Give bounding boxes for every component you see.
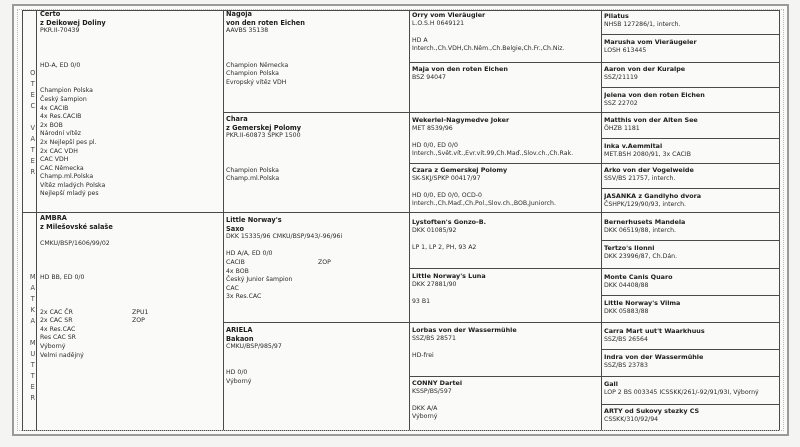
gen3-lorbas bbox=[412, 326, 598, 374]
gen4-divider-1 bbox=[601, 34, 779, 35]
gen4-ancestor bbox=[604, 327, 777, 348]
dam-health: HD BB, ED 0/0 bbox=[40, 274, 85, 282]
gen3-luna bbox=[412, 272, 598, 320]
dam-title: 4x Res.CAC bbox=[40, 325, 76, 333]
ancestor-registration: SSZ/21119 bbox=[604, 73, 638, 81]
maja-name: Maja von den roten Eichen bbox=[412, 65, 508, 73]
lorbas-name: Lorbas von der Wassermühle bbox=[412, 326, 517, 334]
dam-title-right: ZOP bbox=[132, 317, 145, 325]
ancestor-registration: NHSB 127286/1, interch. bbox=[604, 20, 681, 28]
gen4-divider-3 bbox=[601, 87, 779, 88]
gen4-ancestor bbox=[604, 65, 777, 86]
ariela-registration: CMKU/BSP/985/97 bbox=[226, 343, 282, 351]
dam-title: Velmi nadějný bbox=[40, 351, 84, 359]
gen4-ancestor bbox=[604, 38, 777, 59]
norway-name-line1: Little Norway's bbox=[226, 216, 282, 224]
gen3-orry bbox=[412, 11, 598, 61]
gen4-ancestor bbox=[604, 166, 777, 187]
gen2-divider-2 bbox=[223, 322, 779, 323]
norway-registration: DKK 15335/96 CMKU/BSP/943/-96/96i bbox=[226, 233, 343, 241]
ancestor-name: Marusha vom Vieräugeler bbox=[604, 38, 697, 46]
nagoja-title: Champion Polska bbox=[226, 70, 279, 78]
gen4-ancestor bbox=[604, 299, 777, 320]
gen4-ancestor bbox=[604, 12, 777, 33]
czara-name: Czara z Gemerskej Polomy bbox=[412, 166, 508, 174]
gen4-ancestor bbox=[604, 244, 777, 265]
dam-title-row bbox=[40, 317, 220, 326]
conny-name: CONNY Dartei bbox=[412, 379, 463, 387]
ancestor-name: JASANKA z Gandlyho dvora bbox=[604, 192, 702, 200]
sire-title: Nejlepší mladý pes bbox=[40, 190, 99, 198]
luna-health: 93 B1 bbox=[412, 297, 431, 305]
conny-health: DKK A/A bbox=[412, 404, 438, 412]
sire-health: HD-A, ED 0/0 bbox=[40, 61, 81, 69]
sire-title: Český šampion bbox=[40, 95, 87, 103]
czara-registration: SK-SKJ/SPKP 00417/97 bbox=[412, 174, 481, 182]
gen3-divider-3 bbox=[409, 268, 779, 269]
dam-cell bbox=[40, 214, 220, 428]
ancestor-name: Monte Canis Quaro bbox=[604, 273, 673, 281]
gen2-chara bbox=[226, 115, 406, 211]
gen3-divider-4 bbox=[409, 376, 779, 377]
chara-title: Champion Polska bbox=[226, 166, 279, 174]
ancestor-registration: DKK 04408/88 bbox=[604, 281, 649, 289]
gen3-rule bbox=[409, 10, 410, 430]
ancestor-name: Matthis von der Alten See bbox=[604, 116, 698, 124]
ancestor-registration: ČSHPK/129/90/93, interch. bbox=[604, 200, 687, 208]
dam-title: 2x CAC SR bbox=[40, 317, 73, 325]
gen2-nagoja bbox=[226, 10, 406, 110]
gen4-ancestor bbox=[604, 142, 777, 163]
sire-registration: PKR.II-70439 bbox=[40, 27, 80, 35]
gen4-ancestor bbox=[604, 407, 777, 429]
sire-title: Vítěz mladých Polska bbox=[40, 181, 106, 189]
ancestor-name: Indra von der Wassermühle bbox=[604, 353, 704, 361]
gen3-czara bbox=[412, 166, 598, 212]
sire-title: 2x BOB bbox=[40, 121, 63, 129]
norway-title: CAC bbox=[226, 284, 239, 292]
wekerlei-titles: Interch.,Svět.vít.,Evr.vít.99,Ch.Maď.,Slov.ch.,Ch.Rak. bbox=[412, 150, 574, 158]
ancestor-registration: SSV/BS 21757, interch. bbox=[604, 174, 676, 182]
ancestor-name: Pilatus bbox=[604, 12, 629, 20]
nagoja-name-line2: von den roten Eichen bbox=[226, 18, 305, 27]
gen3-lystoften bbox=[412, 218, 598, 266]
gen4-divider-11 bbox=[601, 295, 779, 296]
ancestor-name: ARTY od Sukovy stezky CS bbox=[604, 407, 700, 415]
chara-registration: PKR.II-60873 SPKP 1500 bbox=[226, 132, 301, 140]
gen4-ancestor bbox=[604, 218, 777, 239]
ancestor-name: Gall bbox=[604, 380, 618, 388]
dam-title: Res CAC SR bbox=[40, 334, 76, 342]
gen3-divider-2 bbox=[409, 163, 779, 164]
ancestor-registration: SSZ/BS 23783 bbox=[604, 361, 648, 369]
right-rule bbox=[779, 10, 780, 430]
gen4-ancestor bbox=[604, 116, 777, 137]
sire-title: 4x Res.CACIB bbox=[40, 113, 82, 121]
ancestor-registration: SSZ 22702 bbox=[604, 99, 638, 107]
dam-title-right: ZPU1 bbox=[132, 308, 149, 316]
mother-side-label: M A T K A M U T T E R bbox=[29, 273, 37, 402]
nagoja-title: Evropský vítěz VDH bbox=[226, 78, 287, 86]
sire-title: CAC Německa bbox=[40, 164, 84, 172]
orry-registration: L.O.S.H 0649121 bbox=[412, 19, 465, 27]
ancestor-name: Inka v.Aemmital bbox=[604, 142, 663, 150]
norway-title-row bbox=[226, 259, 406, 268]
gen4-ancestor bbox=[604, 192, 777, 211]
dam-title: 2x CAC ČR bbox=[40, 308, 73, 316]
norway-title: Český Junior šampion bbox=[226, 276, 293, 284]
ancestor-name: Jelena von den roten Eichen bbox=[604, 91, 705, 99]
gen3-wekerlei bbox=[412, 116, 598, 162]
wekerlei-name: Wekerlei-Nagymedve Joker bbox=[412, 116, 510, 124]
luna-registration: DKK 27881/90 bbox=[412, 280, 457, 288]
dam-title-row bbox=[40, 309, 220, 318]
dam-title: Výborný bbox=[40, 342, 66, 350]
lystoften-registration: DKK 01085/92 bbox=[412, 226, 457, 234]
chara-title: Champ.ml.Polska bbox=[226, 175, 280, 183]
ariela-note: Výborný bbox=[226, 377, 252, 385]
orry-titles: Interch.,Ch.VDH,Ch.Něm.,Ch.Belgie,Ch.Fr.,Ch.Niz. bbox=[412, 45, 565, 53]
ancestor-name: Bernerhusets Mandela bbox=[604, 218, 686, 226]
sire-title: Champ.ml.Polska bbox=[40, 173, 94, 181]
gen4-divider-15 bbox=[601, 404, 779, 405]
gen4-divider-9 bbox=[601, 240, 779, 241]
father-side-label: O T E C V A T E R bbox=[30, 69, 36, 176]
wekerlei-registration: MET 8539/96 bbox=[412, 124, 453, 132]
sire-title: 2x CAC VDH bbox=[40, 147, 78, 155]
gen4-ancestor bbox=[604, 273, 777, 294]
sire-name-line1: Certo bbox=[40, 10, 61, 18]
nagoja-name-line1: Nagoja bbox=[226, 10, 252, 18]
ancestor-registration: LOSH 613445 bbox=[604, 46, 647, 54]
lorbas-health: HD-frei bbox=[412, 351, 434, 359]
sire-title: 4x CACIB bbox=[40, 104, 69, 112]
sire-title: Národní vítěz bbox=[40, 130, 82, 138]
gen4-rule bbox=[601, 10, 602, 430]
sire-title: CAC VDH bbox=[40, 156, 69, 164]
norway-title: 3x Res.CAC bbox=[226, 293, 262, 301]
gen3-maja bbox=[412, 65, 598, 111]
ancestor-name: Little Norway's Vilma bbox=[604, 299, 681, 307]
nagoja-registration: AAVBS 35138 bbox=[226, 27, 269, 35]
dam-registration: CMKU/BSP/1606/99/02 bbox=[40, 239, 110, 247]
norway-health: HD A/A, ED 0/0 bbox=[226, 250, 273, 258]
gen2-divider-1 bbox=[223, 112, 779, 113]
czara-health: HD 0/0, ED 0/0, OCD-0 bbox=[412, 191, 482, 199]
conny-note: Výborný bbox=[412, 413, 438, 421]
ancestor-registration: ÖHZB 1181 bbox=[604, 124, 640, 132]
norway-title: 4x BOB bbox=[226, 267, 249, 275]
ancestor-name: Carra Mart uut't Waarkhuus bbox=[604, 327, 705, 335]
ariela-name-line1: ARIELA bbox=[226, 326, 253, 334]
ancestor-registration: MET.BSH 2080/91, 3x CACIB bbox=[604, 150, 691, 158]
ancestor-registration: CSSKK/310/92/94 bbox=[604, 415, 659, 423]
gen4-divider-5 bbox=[601, 138, 779, 139]
norway-name-line2: Saxo bbox=[226, 224, 244, 233]
gen2-rule bbox=[223, 10, 224, 430]
left-rule bbox=[22, 10, 23, 430]
gen4-ancestor bbox=[604, 91, 777, 112]
nagoja-title: Champion Německa bbox=[226, 61, 289, 69]
ancestor-registration: LOP 2 BS 003345 ICSSKK/261/-92/91/93I, Výborný bbox=[604, 388, 759, 396]
gen4-ancestor bbox=[604, 353, 777, 374]
gen2-norway-saxo bbox=[226, 216, 406, 320]
bottom-rule bbox=[22, 430, 779, 431]
norway-title: CACIB bbox=[226, 258, 245, 266]
norway-zop: ZOP bbox=[318, 258, 331, 266]
maja-registration: BSZ 94047 bbox=[412, 73, 446, 81]
gen3-conny bbox=[412, 379, 598, 429]
ariela-health: HD 0/0 bbox=[226, 368, 248, 376]
dam-name-line1: AMBRA bbox=[40, 214, 67, 222]
lorbas-registration: SSZ/BS 28571 bbox=[412, 334, 456, 342]
lystoften-health: LP 1, LP 2, PH, 93 A2 bbox=[412, 243, 477, 251]
gen4-ancestor bbox=[604, 380, 777, 402]
ancestor-name: Tertzo's Ilonni bbox=[604, 244, 655, 252]
pedigree-sheet bbox=[12, 4, 789, 436]
ancestor-registration: DKK 23996/87, Ch.Dán. bbox=[604, 252, 678, 260]
sire-cell bbox=[40, 10, 220, 210]
gen4-divider-7 bbox=[601, 188, 779, 189]
ancestor-registration: DKK 06519/88, interch. bbox=[604, 226, 676, 234]
ancestor-name: Aaron von der Kuralpe bbox=[604, 65, 686, 73]
chara-name-line1: Chara bbox=[226, 115, 248, 123]
chara-name-line2: z Gemerskej Polomy bbox=[226, 123, 302, 132]
parents-divider bbox=[22, 212, 779, 213]
ariela-name-line2: Bakaon bbox=[226, 334, 254, 343]
czara-titles: Interch.,Ch.Maď.,Ch.Pol.,Slov.ch.,BOB,Juniorch. bbox=[412, 200, 556, 208]
dam-name-line2: z Milešovské salaše bbox=[40, 222, 113, 231]
gen2-ariela bbox=[226, 326, 406, 426]
orry-health: HD A bbox=[412, 36, 428, 44]
ancestor-registration: DKK 05883/88 bbox=[604, 307, 649, 315]
lystoften-name: Lystoften's Gonzo-B. bbox=[412, 218, 487, 226]
ancestor-registration: SSZ/BS 26564 bbox=[604, 335, 648, 343]
gen3-divider-1 bbox=[409, 62, 779, 63]
sire-name-line2: z Deikowej Doliny bbox=[40, 18, 106, 27]
ancestor-name: Arko von der Vogelweide bbox=[604, 166, 694, 174]
gen4-divider-13 bbox=[601, 349, 779, 350]
conny-registration: KSSP/BS/597 bbox=[412, 387, 452, 395]
luna-name: Little Norway's Luna bbox=[412, 272, 486, 280]
orry-name: Orry vom Vieräugler bbox=[412, 11, 486, 19]
sire-title: Champion Polska bbox=[40, 87, 93, 95]
sire-title: 2x Nejlepší pes pl. bbox=[40, 138, 97, 146]
wekerlei-health: HD 0/0, ED 0/0 bbox=[412, 141, 458, 149]
